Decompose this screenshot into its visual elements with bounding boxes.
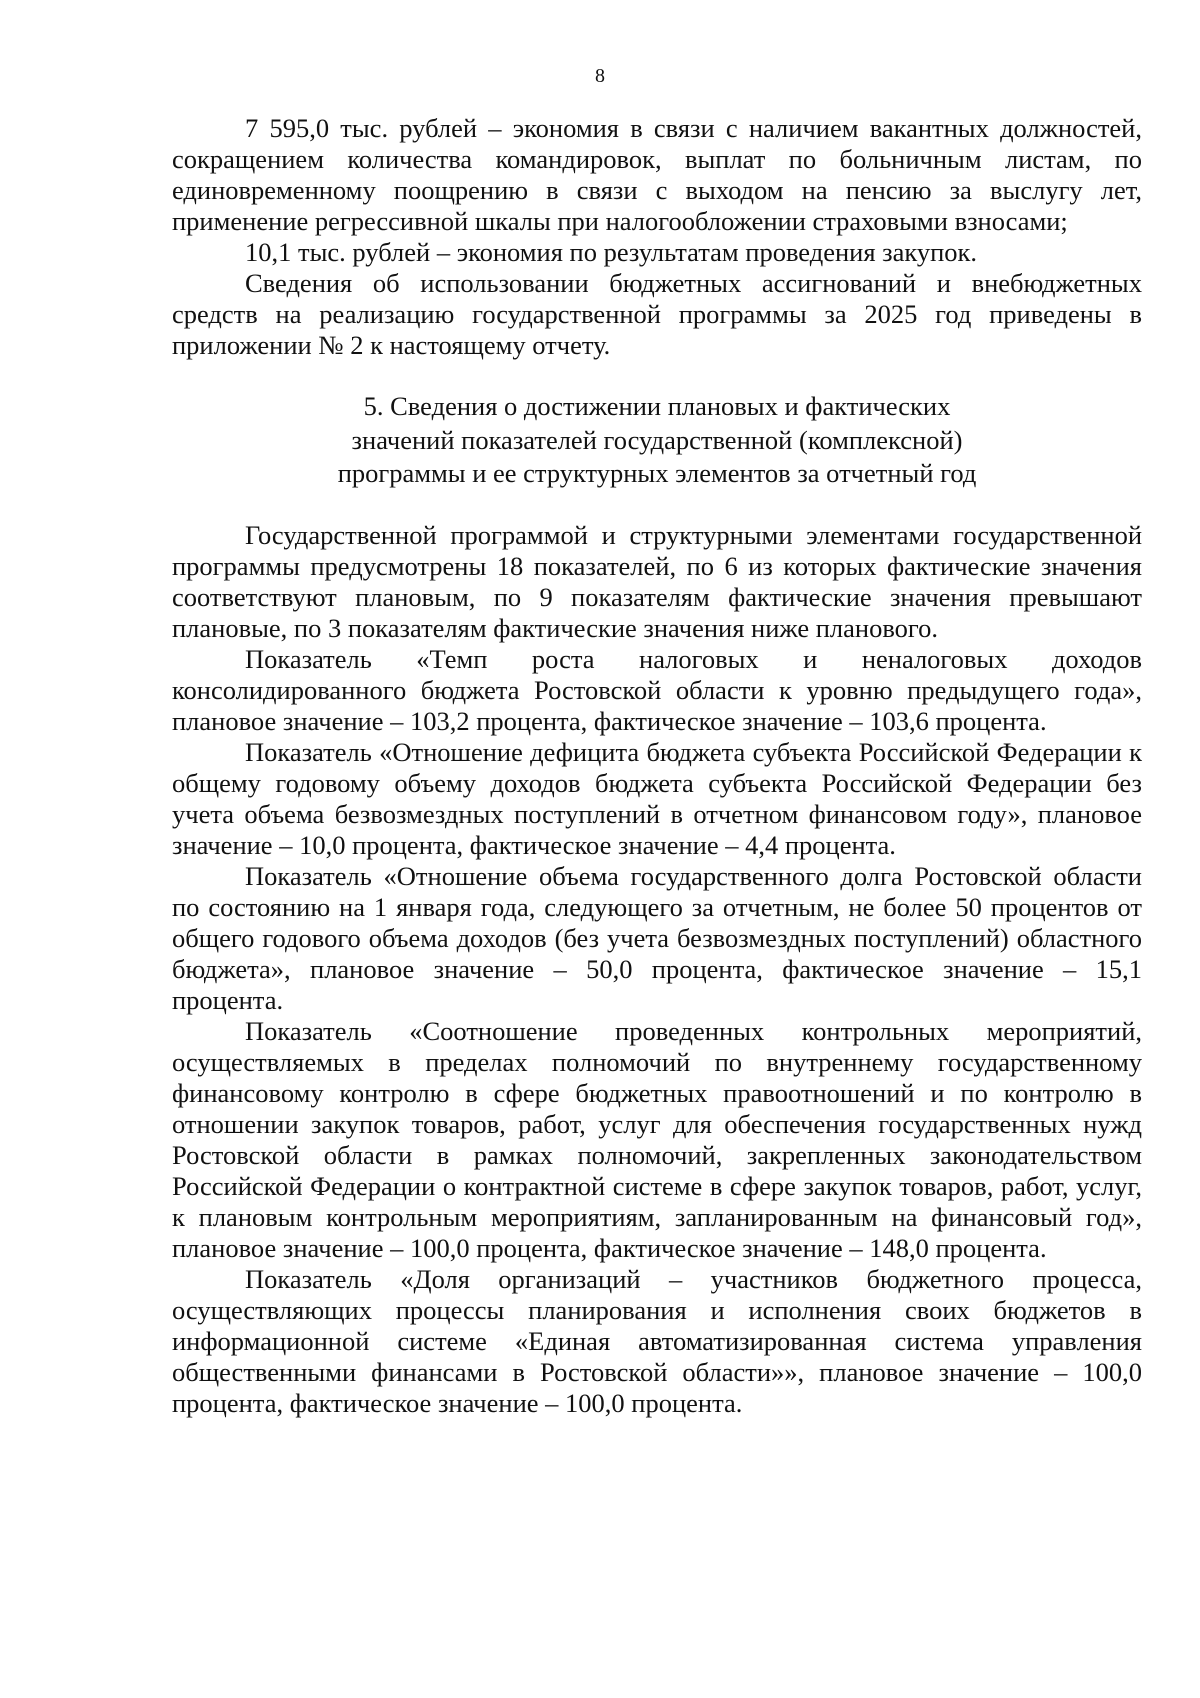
paragraph-appendix-reference: Сведения об использовании бюджетных ассигнований и внебюджетных средств на реализацию государственной программы за 2025 год приведены в приложении № 2 к настоящему отчету.: [172, 268, 1142, 360]
section-heading: [172, 390, 1142, 491]
paragraph-indicator-revenue-growth: Показатель «Темп роста налоговых и неналоговых доходов консолидированного бюджета Ростовской области к уровню предыдущего года», плановое значение – 103,2 процента, фактическое значение – 103,6 процента.: [172, 643, 1142, 736]
paragraph-indicators-summary: Государственной программой и структурными элементами государственной программы предусмотрены 18 показателей, по 6 из которых фактические значения соответствуют плановым, по 9 показателям фактические значения превышают плановые, по 3 показателям фактические значения ниже планового.: [172, 519, 1142, 643]
section-heading-line: 5. Сведения о достижении плановых и фактических: [363, 391, 951, 421]
paragraph-indicator-debt-ratio: Показатель «Отношение объема государственного долга Ростовской области по состоянию на 1 января года, следующего за отчетным, не более 50 процентов от общего годового объема доходов (без учета безвозмездных поступлений) областного бюджета», плановое значение – 50,0 процента, фактическое значение – 15,1 процента.: [172, 860, 1142, 1015]
section-heading-line: программы и ее структурных элементов за отчетный год: [337, 458, 977, 488]
page-number: 8: [595, 65, 605, 87]
paragraph-indicator-control-measures: Показатель «Соотношение проведенных контрольных мероприятий, осуществляемых в пределах полномочий по внутреннему государственному финансовому контролю в сфере бюджетных правоотношений и по контролю в отношении закупок товаров, работ, услуг для обеспечения государственных нужд Ростовской области в рамках полномочий, закрепленных законодательством Российской Федерации о контрактной системе в сфере закупок товаров, работ, услуг, к плановым контрольным мероприятиям, запланированным на финансовый год», плановое значение – 100,0 процента, фактическое значение – 148,0 процента.: [172, 1015, 1142, 1263]
paragraph-indicator-deficit-ratio: Показатель «Отношение дефицита бюджета субъекта Российской Федерации к общему годовому объему доходов бюджета субъекта Российской Федерации без учета объема безвозмездных поступлений в отчетном финансовом году», плановое значение – 10,0 процента, фактическое значение – 4,4 процента.: [172, 736, 1142, 860]
paragraph-savings-procurement: 10,1 тыс. рублей – экономия по результатам проведения закупок.: [245, 237, 978, 267]
section-heading-line: значений показателей государственной (комплексной): [351, 424, 963, 455]
paragraph-savings-vacancies: 7 595,0 тыс. рублей – экономия в связи с наличием вакантных должностей, сокращением количества командировок, выплат по больничным листам, по единовременному поощрению в связи с выходом на пенсию за выслугу лет, применение регрессивной шкалы при налогообложении страховыми взносами;: [172, 113, 1142, 236]
document-body: [172, 113, 1142, 1419]
paragraph-indicator-organizations-share: Показатель «Доля организаций – участников бюджетного процесса, осуществляющих процессы планирования и исполнения своих бюджетов в информационной системе «Единая автоматизированная система управления общественными финансами в Ростовской области»», плановое значение – 100,0 процента, фактическое значение – 100,0 процента.: [172, 1263, 1142, 1418]
